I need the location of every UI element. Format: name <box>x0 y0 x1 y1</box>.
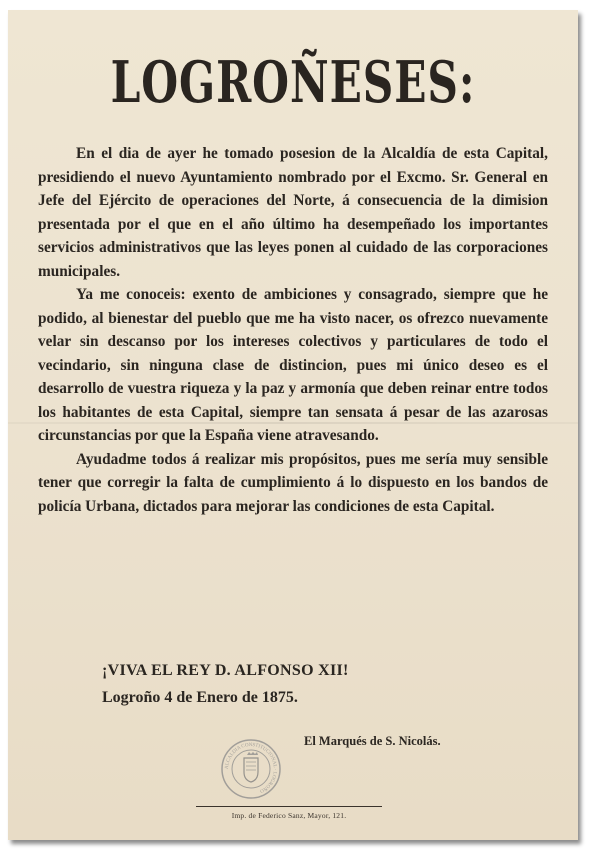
poster-sheet <box>8 10 578 840</box>
alcaldia-seal-stamp <box>220 738 282 800</box>
paragraph-2: Ya me conoceis: exento de ambiciones y consagrado, siempre que he podido, al bienestar del pueblo que me ha visto nacer, os ofrezco nuevamente velar sin descanso por los intereses colectivos y particulares de todo el vecindario, sin ninguna clase de distincion, pues mi único deseo es el desarrollo de vuestra riqueza y la paz y armonía que deben reinar entre todos los habitantes de esta Capital, siempre tan sensata á pesar de las azarosas circunstancias por que la España viene atravesando. <box>38 286 548 444</box>
paragraph-1: En el dia de ayer he tomado posesion de la Alcaldía de esta Capital, presidiendo el nuevo Ayuntamiento nombrado por el Excmo. Sr. General en Jefe del Ejército de operaciones del Norte, á consecuencia de la dimision presentada por el que en el año último ha desempeñado los importantes servicios administrativos que las leyes ponen al cuidado de las corporaciones municipales. <box>38 145 548 280</box>
viva-line: ¡VIVA EL REY D. ALFONSO XII! <box>102 662 349 679</box>
poster-title: LOGROÑESES: <box>110 48 476 116</box>
divider-rule <box>196 806 382 807</box>
signature-line: El Marqués de S. Nicolás. <box>304 734 441 748</box>
paragraph-3: Ayudadme todos á realizar mis propósitos, pues me sería muy sensible tener que corregir la falta de cumplimiento á lo dispuesto en los bandos de policía Urbana, dictados para mejorar las condiciones de esta Capital. <box>38 450 548 515</box>
date-line: Logroño 4 de Enero de 1875. <box>102 689 298 706</box>
seal-text: ALCALDIA CONSTITUCIONAL · LOGROÑO <box>224 742 278 794</box>
printer-imprint: Imp. de Federico Sanz, Mayor, 121. <box>231 811 347 820</box>
svg-text:ALCALDIA CONSTITUCIONAL · LOGR <box>225 743 277 793</box>
poster-body <box>38 142 548 518</box>
